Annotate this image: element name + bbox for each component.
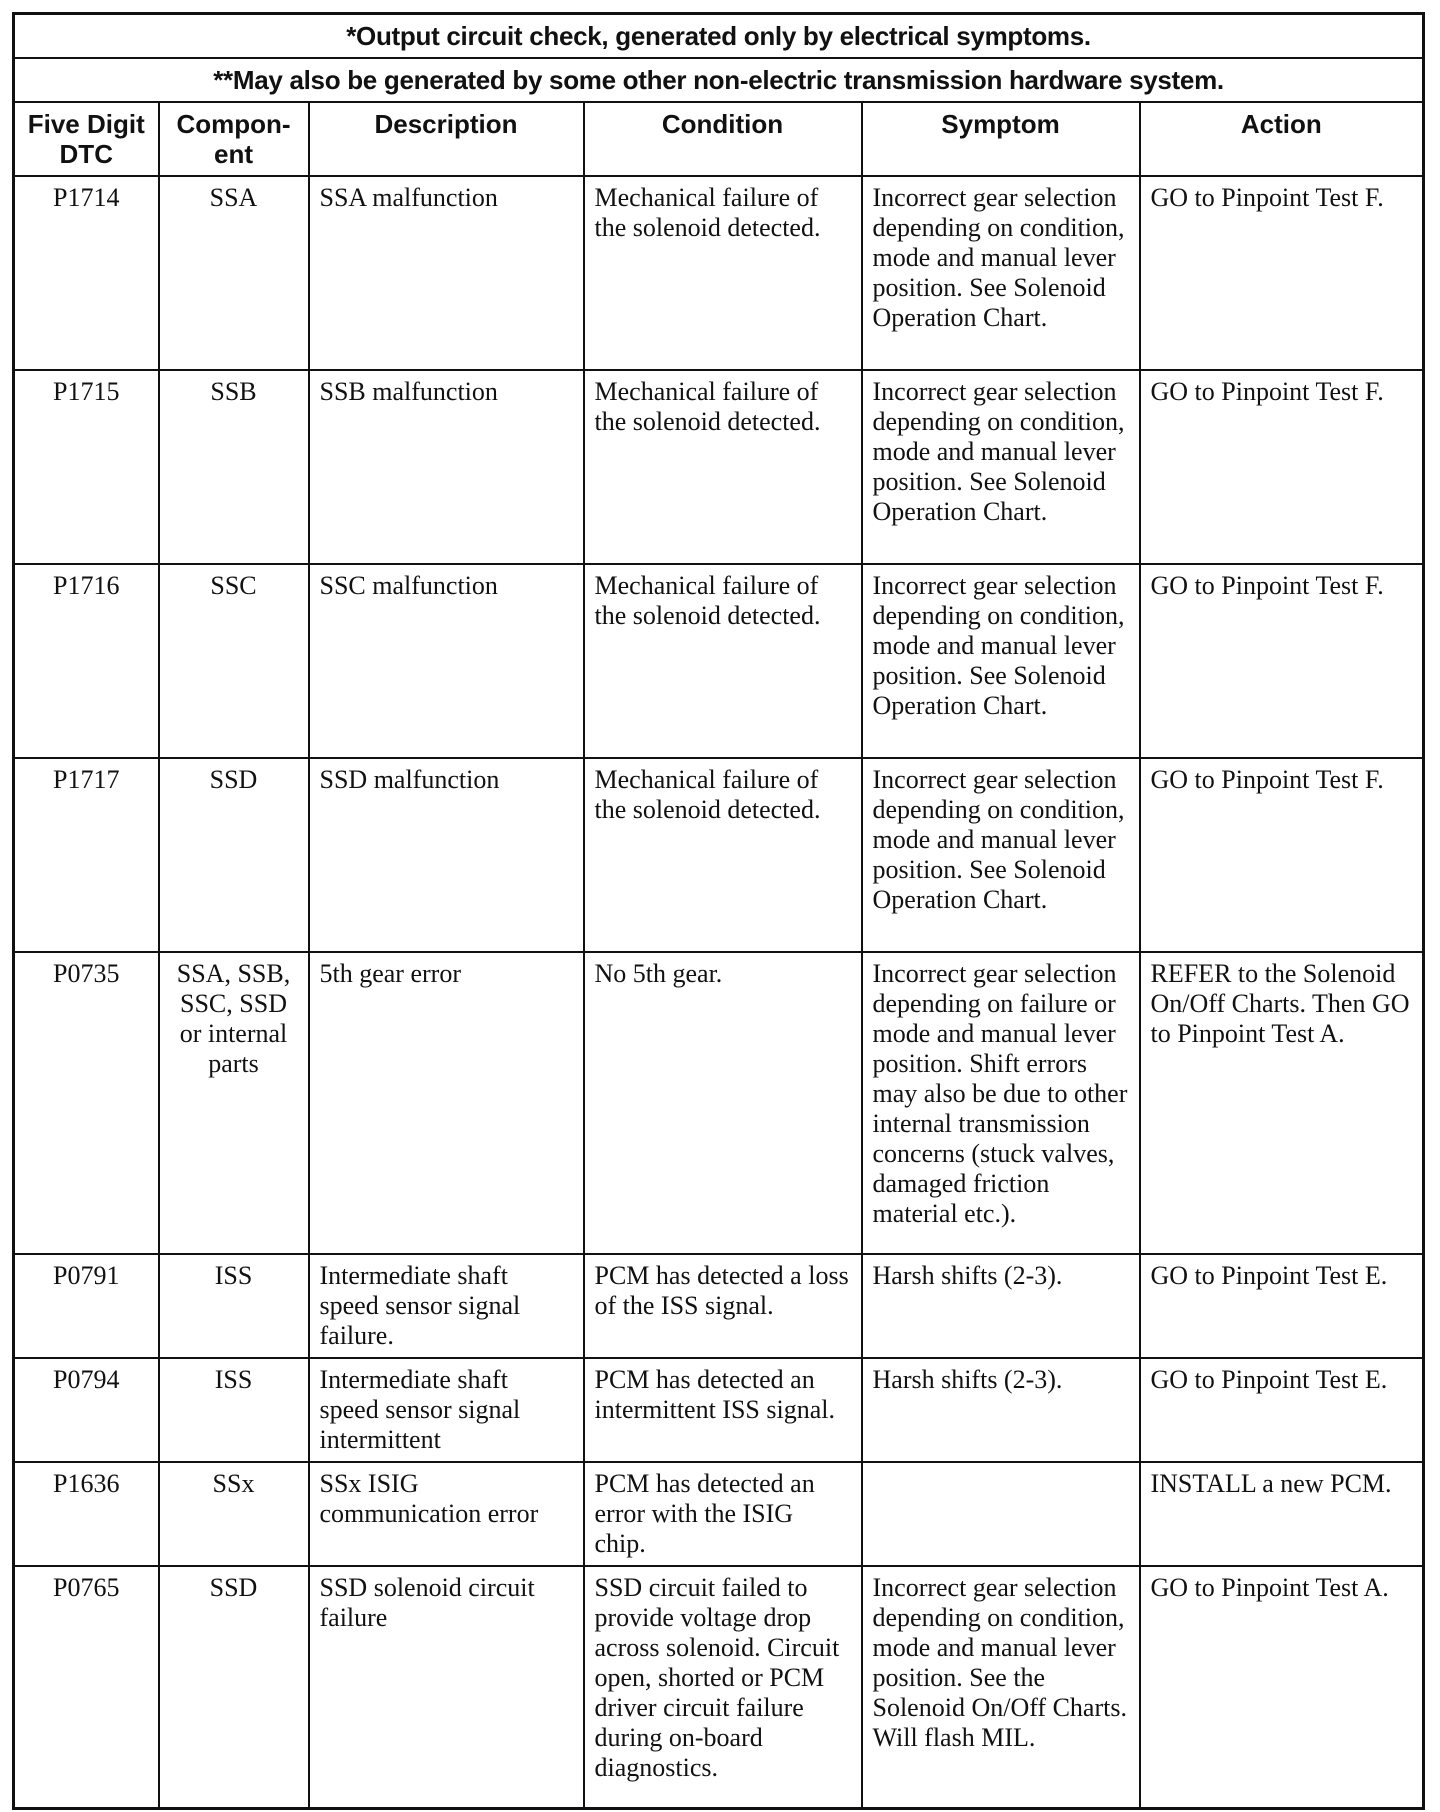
header-component-line2: ent — [214, 139, 253, 169]
cell-description: Intermediate shaft speed sensor signal intermittent — [309, 1358, 584, 1462]
cell-component: ISS — [159, 1254, 309, 1358]
cell-action: INSTALL a new PCM. — [1140, 1462, 1424, 1566]
cell-description: SSD malfunction — [309, 758, 584, 952]
cell-dtc: P1715 — [14, 370, 159, 564]
cell-condition: Mechanical failure of the solenoid detected. — [584, 758, 862, 952]
cell-component: ISS — [159, 1358, 309, 1462]
cell-action: GO to Pinpoint Test E. — [1140, 1358, 1424, 1462]
cell-action: REFER to the Solenoid On/Off Charts. Then GO to Pinpoint Test A. — [1140, 952, 1424, 1254]
cell-symptom: Incorrect gear selection depending on condition, mode and manual lever position. See Solenoid Operation Chart. — [862, 564, 1140, 758]
cell-component: SSA, SSB, SSC, SSD or internal parts — [159, 952, 309, 1254]
cell-action: GO to Pinpoint Test F. — [1140, 176, 1424, 370]
cell-dtc: P1636 — [14, 1462, 159, 1566]
cell-description: SSD solenoid circuit failure — [309, 1566, 584, 1809]
cell-symptom — [862, 1462, 1140, 1566]
cell-component: SSD — [159, 758, 309, 952]
cell-symptom: Harsh shifts (2-3). — [862, 1254, 1140, 1358]
cell-condition: SSD circuit failed to provide voltage drop across solenoid. Circuit open, shorted or PCM driver circuit failure during on-board diagnostics. — [584, 1566, 862, 1809]
cell-description: SSB malfunction — [309, 370, 584, 564]
cell-component: SSB — [159, 370, 309, 564]
header-dtc — [14, 102, 159, 176]
cell-action: GO to Pinpoint Test E. — [1140, 1254, 1424, 1358]
cell-dtc: P1717 — [14, 758, 159, 952]
cell-description: 5th gear error — [309, 952, 584, 1254]
header-condition: Condition — [584, 102, 862, 176]
table-row — [14, 1462, 1424, 1566]
cell-description: Intermediate shaft speed sensor signal failure. — [309, 1254, 584, 1358]
cell-symptom: Incorrect gear selection depending on condition, mode and manual lever position. See Solenoid Operation Chart. — [862, 758, 1140, 952]
cell-symptom: Harsh shifts (2-3). — [862, 1358, 1140, 1462]
header-dtc-line1: Five Digit — [27, 109, 145, 139]
table-row — [14, 564, 1424, 758]
cell-description: SSx ISIG communication error — [309, 1462, 584, 1566]
header-description: Description — [309, 102, 584, 176]
cell-dtc: P1716 — [14, 564, 159, 758]
cell-condition: Mechanical failure of the solenoid detected. — [584, 564, 862, 758]
note-output-circuit: *Output circuit check, generated only by electrical symptoms. — [14, 14, 1424, 59]
cell-action: GO to Pinpoint Test A. — [1140, 1566, 1424, 1809]
table-row — [14, 1358, 1424, 1462]
cell-condition: PCM has detected an error with the ISIG chip. — [584, 1462, 862, 1566]
table-row — [14, 1254, 1424, 1358]
header-row — [14, 102, 1424, 176]
table-row — [14, 1566, 1424, 1809]
cell-component: SSA — [159, 176, 309, 370]
cell-symptom: Incorrect gear selection depending on failure or mode and manual lever position. Shift errors may also be due to other internal transmission concerns (stuck valves, damaged friction material etc.). — [862, 952, 1140, 1254]
header-symptom: Symptom — [862, 102, 1140, 176]
cell-condition: Mechanical failure of the solenoid detected. — [584, 176, 862, 370]
note-row-non-electric — [14, 58, 1424, 102]
cell-component: SSC — [159, 564, 309, 758]
table-row — [14, 176, 1424, 370]
cell-action: GO to Pinpoint Test F. — [1140, 564, 1424, 758]
header-dtc-line2: DTC — [59, 139, 113, 169]
cell-description: SSC malfunction — [309, 564, 584, 758]
cell-dtc: P0765 — [14, 1566, 159, 1809]
cell-component: SSx — [159, 1462, 309, 1566]
cell-dtc: P1714 — [14, 176, 159, 370]
cell-symptom: Incorrect gear selection depending on condition, mode and manual lever position. See Solenoid Operation Chart. — [862, 176, 1140, 370]
note-row-output-circuit — [14, 14, 1424, 59]
cell-action: GO to Pinpoint Test F. — [1140, 758, 1424, 952]
cell-action: GO to Pinpoint Test F. — [1140, 370, 1424, 564]
table-row — [14, 758, 1424, 952]
cell-condition: No 5th gear. — [584, 952, 862, 1254]
cell-dtc: P0735 — [14, 952, 159, 1254]
cell-condition: PCM has detected a loss of the ISS signal. — [584, 1254, 862, 1358]
table-row — [14, 370, 1424, 564]
cell-symptom: Incorrect gear selection depending on condition, mode and manual lever position. See Solenoid Operation Chart. — [862, 370, 1140, 564]
cell-condition: PCM has detected an intermittent ISS signal. — [584, 1358, 862, 1462]
table-row — [14, 952, 1424, 1254]
cell-dtc: P0791 — [14, 1254, 159, 1358]
header-action: Action — [1140, 102, 1424, 176]
dtc-table — [12, 12, 1425, 1810]
header-component — [159, 102, 309, 176]
cell-description: SSA malfunction — [309, 176, 584, 370]
cell-dtc: P0794 — [14, 1358, 159, 1462]
note-non-electric: **May also be generated by some other non-electric transmission hardware system. — [14, 58, 1424, 102]
header-component-line1: Compon- — [176, 109, 291, 139]
cell-symptom: Incorrect gear selection depending on condition, mode and manual lever position. See the Solenoid On/Off Charts. Will flash MIL. — [862, 1566, 1140, 1809]
cell-component: SSD — [159, 1566, 309, 1809]
cell-condition: Mechanical failure of the solenoid detected. — [584, 370, 862, 564]
